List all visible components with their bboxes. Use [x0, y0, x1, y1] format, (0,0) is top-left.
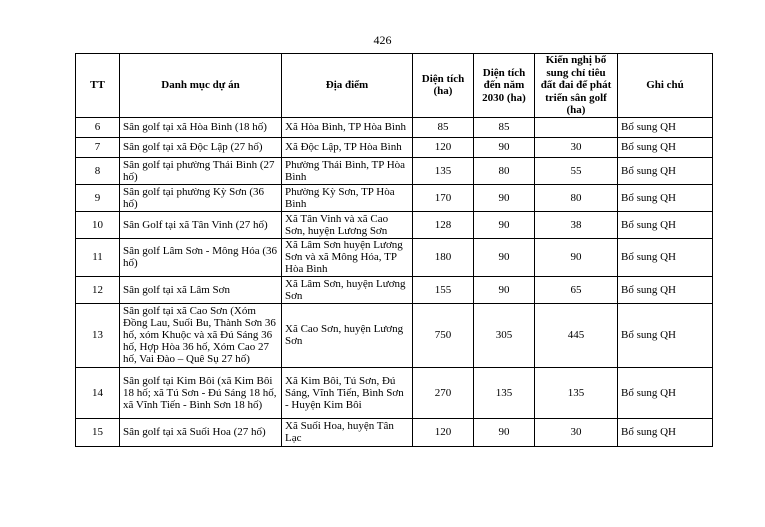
header-area: Diện tích (ha) — [413, 54, 474, 118]
cell-proposal: 55 — [535, 157, 618, 184]
cell-area: 120 — [413, 137, 474, 157]
cell-proposal — [535, 117, 618, 137]
cell-location: Xã Tân Vinh và xã Cao Sơn, huyện Lương Sơn — [282, 211, 413, 238]
cell-project: Sân golf Lâm Sơn - Mông Hóa (36 hố) — [120, 238, 282, 276]
cell-area: 750 — [413, 303, 474, 367]
cell-tt: 13 — [76, 303, 120, 367]
table-row — [76, 137, 713, 157]
cell-note: Bổ sung QH — [618, 367, 713, 418]
cell-tt: 11 — [76, 238, 120, 276]
cell-area-2030: 80 — [474, 157, 535, 184]
cell-proposal: 135 — [535, 367, 618, 418]
cell-proposal: 38 — [535, 211, 618, 238]
cell-location: Xã Lâm Sơn huyện Lương Sơn và xã Mông Hóa, TP Hòa Bình — [282, 238, 413, 276]
cell-tt: 14 — [76, 367, 120, 418]
table-row — [76, 157, 713, 184]
cell-tt: 15 — [76, 418, 120, 446]
cell-proposal: 90 — [535, 238, 618, 276]
page-number: 426 — [373, 33, 392, 47]
header-proposal: Kiến nghị bổ sung chỉ tiêu đất đai để phát triển sân golf (ha) — [535, 54, 618, 118]
cell-location: Xã Độc Lập, TP Hòa Bình — [282, 137, 413, 157]
cell-area-2030: 305 — [474, 303, 535, 367]
cell-note: Bổ sung QH — [618, 418, 713, 446]
cell-area-2030: 90 — [474, 276, 535, 303]
cell-area-2030: 90 — [474, 238, 535, 276]
table-row — [76, 276, 713, 303]
cell-area: 135 — [413, 157, 474, 184]
header-tt: TT — [76, 54, 120, 118]
cell-note: Bổ sung QH — [618, 117, 713, 137]
cell-location: Xã Suối Hoa, huyện Tân Lạc — [282, 418, 413, 446]
cell-tt: 6 — [76, 117, 120, 137]
header-project: Danh mục dự án — [120, 54, 282, 118]
cell-proposal: 65 — [535, 276, 618, 303]
cell-area: 180 — [413, 238, 474, 276]
cell-area: 128 — [413, 211, 474, 238]
cell-note: Bổ sung QH — [618, 184, 713, 211]
header-location: Địa điểm — [282, 54, 413, 118]
cell-note: Bổ sung QH — [618, 303, 713, 367]
cell-area-2030: 90 — [474, 418, 535, 446]
cell-project: Sân golf tại xã Độc Lập (27 hố) — [120, 137, 282, 157]
cell-location: Xã Cao Sơn, huyện Lương Sơn — [282, 303, 413, 367]
cell-note: Bổ sung QH — [618, 276, 713, 303]
cell-project: Sân golf tại phường Kỳ Sơn (36 hố) — [120, 184, 282, 211]
cell-area: 85 — [413, 117, 474, 137]
table-row — [76, 367, 713, 418]
cell-area: 270 — [413, 367, 474, 418]
cell-project: Sân golf tại xã Lâm Sơn — [120, 276, 282, 303]
cell-note: Bổ sung QH — [618, 238, 713, 276]
cell-project: Sân golf tại xã Cao Sơn (Xóm Đồng Lau, Suối Bu, Thành Sơn 36 hố, xóm Khuộc và xã Đú Sáng 36 hố, Hợp Hòa 36 hố, Xóm Cao 27 hố, Vai Đào – Quê Sụ 27 hố) — [120, 303, 282, 367]
table-row — [76, 238, 713, 276]
cell-tt: 8 — [76, 157, 120, 184]
cell-proposal: 80 — [535, 184, 618, 211]
header-area-2030: Diện tích đến năm 2030 (ha) — [474, 54, 535, 118]
cell-project: Sân golf tại Kim Bôi (xã Kim Bôi 18 hố; xã Tú Sơn - Đú Sáng 18 hố, xã Vĩnh Tiến - Bình Sơn 18 hố) — [120, 367, 282, 418]
cell-area-2030: 90 — [474, 184, 535, 211]
cell-tt: 7 — [76, 137, 120, 157]
cell-tt: 9 — [76, 184, 120, 211]
cell-area: 155 — [413, 276, 474, 303]
table-row — [76, 303, 713, 367]
cell-tt: 10 — [76, 211, 120, 238]
cell-note: Bổ sung QH — [618, 157, 713, 184]
table-row — [76, 418, 713, 446]
cell-proposal: 30 — [535, 137, 618, 157]
cell-location: Phường Thái Bình, TP Hòa Bình — [282, 157, 413, 184]
cell-area: 170 — [413, 184, 474, 211]
cell-area-2030: 90 — [474, 211, 535, 238]
cell-area-2030: 90 — [474, 137, 535, 157]
table-row — [76, 211, 713, 238]
cell-note: Bổ sung QH — [618, 211, 713, 238]
header-note: Ghi chú — [618, 54, 713, 118]
cell-location: Xã Kim Bôi, Tú Sơn, Đú Sáng, Vĩnh Tiến, Bình Sơn - Huyện Kim Bôi — [282, 367, 413, 418]
cell-location: Xã Lâm Sơn, huyện Lương Sơn — [282, 276, 413, 303]
cell-project: Sân golf tại phường Thái Bình (27 hố) — [120, 157, 282, 184]
cell-project: Sân golf tại xã Suối Hoa (27 hố) — [120, 418, 282, 446]
cell-area: 120 — [413, 418, 474, 446]
cell-proposal: 30 — [535, 418, 618, 446]
cell-proposal: 445 — [535, 303, 618, 367]
table-row — [76, 184, 713, 211]
cell-project: Sân Golf tại xã Tân Vinh (27 hố) — [120, 211, 282, 238]
cell-tt: 12 — [76, 276, 120, 303]
cell-area-2030: 135 — [474, 367, 535, 418]
cell-location: Phường Kỳ Sơn, TP Hòa Bình — [282, 184, 413, 211]
table-header-row — [76, 54, 713, 118]
cell-area-2030: 85 — [474, 117, 535, 137]
cell-project: Sân golf tại xã Hòa Bình (18 hố) — [120, 117, 282, 137]
cell-note: Bổ sung QH — [618, 137, 713, 157]
table-row — [76, 117, 713, 137]
cell-location: Xã Hòa Bình, TP Hòa Bình — [282, 117, 413, 137]
golf-course-table — [75, 53, 713, 447]
